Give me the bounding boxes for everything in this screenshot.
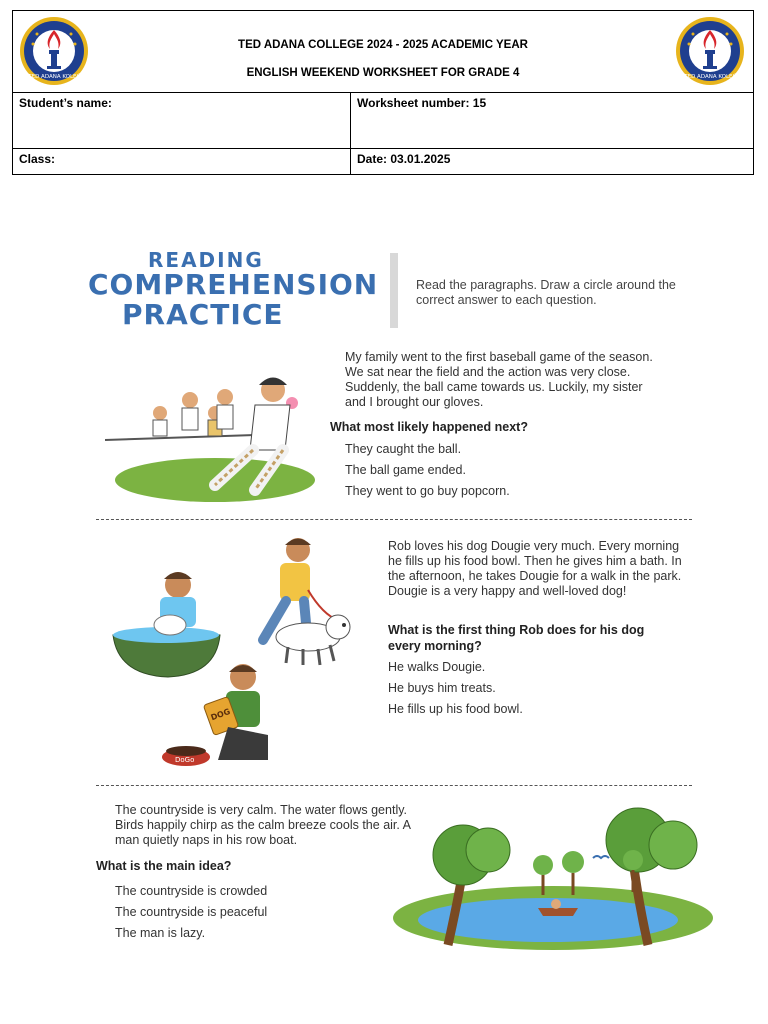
header-line-1: TED ADANA COLLEGE 2024 - 2025 ACADEMIC YEAR — [238, 39, 528, 51]
section-3-paragraph: The countryside is very calm. The water flows gently. Birds happily chirp as the calm breeze cools the air. A man quietly naps in his row boat. — [115, 803, 411, 847]
section-1-option-2[interactable]: The ball game ended. — [345, 463, 466, 477]
title-reading: READING — [148, 248, 264, 272]
student-info-row — [13, 92, 753, 149]
school-logo-right — [675, 16, 745, 86]
baseball-illustration — [105, 365, 320, 505]
section-2-option-1[interactable]: He walks Dougie. — [388, 660, 486, 674]
section-divider-2 — [96, 785, 692, 786]
section-2-question: What is the first thing Rob does for his dog every morning? — [388, 623, 645, 653]
class-date-row — [13, 149, 753, 175]
instructions-text: Read the paragraphs. Draw a circle around the correct answer to each question. — [416, 278, 676, 307]
dog-food-bag-text: DOG — [209, 706, 232, 723]
title-practice: PRACTICE — [122, 298, 284, 331]
countryside-illustration — [388, 800, 718, 960]
section-3-option-1[interactable]: The countryside is crowded — [115, 884, 268, 898]
section-1-option-1[interactable]: They caught the ball. — [345, 442, 462, 456]
section-3-option-2[interactable]: The countryside is peaceful — [115, 905, 268, 919]
section-1-question: What most likely happened next? — [330, 420, 528, 434]
section-1-paragraph: My family went to the first baseball game of the season. We sat near the field and the action was very close. Suddenly, the ball came towards us. Luckily, my sister and I brought our gloves. — [345, 350, 653, 409]
section-3-question: What is the main idea? — [96, 859, 232, 873]
student-name-label: Student’s name: — [19, 96, 112, 110]
dog-bowl-text: DoGo — [175, 756, 195, 764]
section-1-option-3[interactable]: They went to go buy popcorn. — [345, 484, 510, 498]
section-divider-1 — [96, 519, 692, 520]
header-line-2: ENGLISH WEEKEND WORKSHEET FOR GRADE 4 — [246, 67, 520, 79]
class-label: Class: — [19, 152, 56, 166]
logo-text-right: TED ADANA KOLEJİ — [684, 74, 736, 80]
title-divider-bar — [390, 253, 398, 328]
logo-text-left: TED ADANA KOLEJİ — [28, 74, 80, 80]
section-2-paragraph: Rob loves his dog Dougie very much. Every morning he fills up his food bowl. Then he gives him a bath. In the afternoon, he takes Dougie for a walk in the park. Dougie is a very happy and well-loved dog! — [388, 539, 682, 598]
worksheet-number-label: Worksheet number: 15 — [357, 96, 487, 110]
boy-and-dog-illustration — [108, 535, 380, 775]
section-3-option-3[interactable]: The man is lazy. — [115, 926, 206, 940]
table-divider — [350, 92, 351, 175]
header-table — [12, 10, 754, 175]
header-title-row — [13, 11, 753, 93]
title-comprehension: COMPREHENSION — [88, 268, 379, 301]
date-label: Date: 03.01.2025 — [357, 152, 451, 166]
section-2-option-2[interactable]: He buys him treats. — [388, 681, 496, 695]
section-2-option-3[interactable]: He fills up his food bowl. — [388, 702, 523, 716]
